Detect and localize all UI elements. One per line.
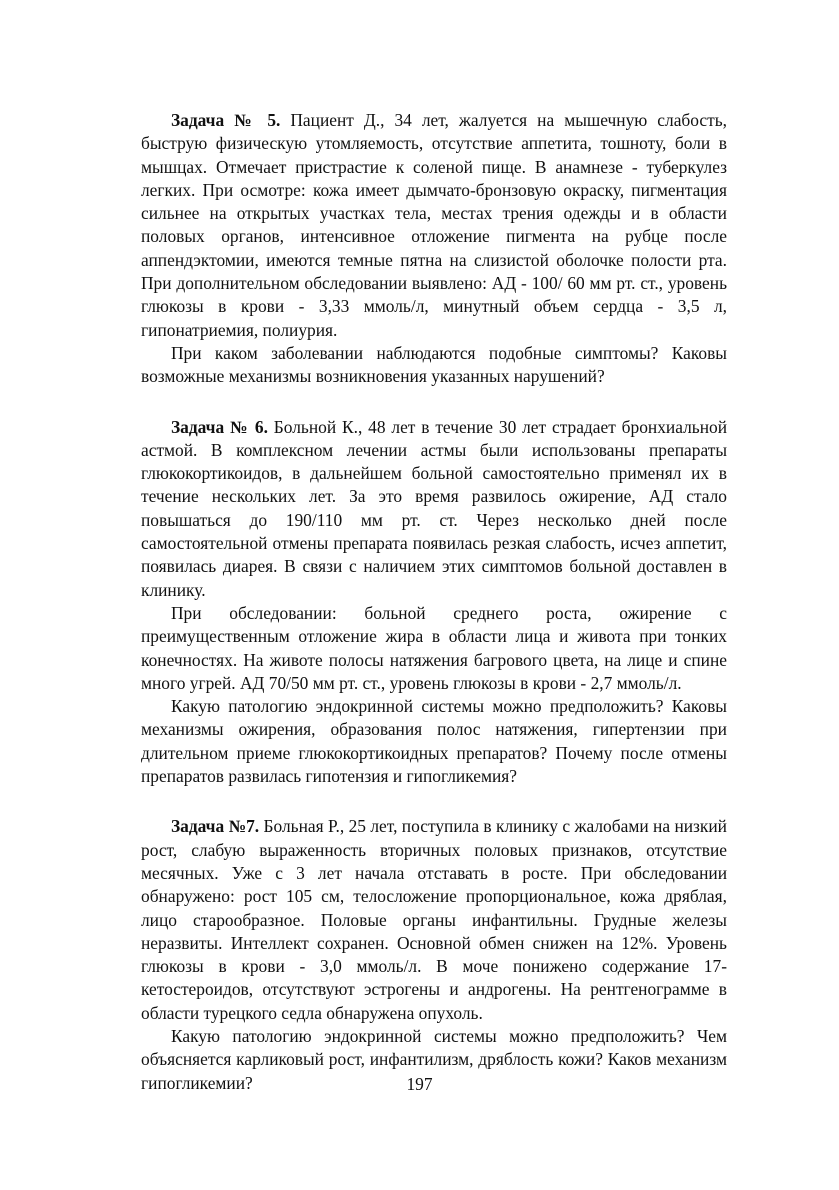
document-page — [141, 109, 727, 1095]
task-6-label: Задача № 6. — [171, 416, 268, 437]
page-number: 197 — [406, 1074, 433, 1094]
task-5-paragraph-1 — [141, 109, 727, 342]
task-7-label: Задача №7. — [171, 816, 260, 837]
task-5 — [141, 109, 727, 389]
task-6-text: Больной К., 48 лет в течение 30 лет страдает бронхиальной астмой. В комплексном лечении астмы были использованы препараты глюкокортикоидов, в дальнейшем больной самостоятельно применял их в течение нескольких лет. За это время развилось ожирение, АД стало повышаться до 190/110 мм рт. ст. Через несколько дней после самостоятельной отмены препарата появилась резкая слабость, исчез аппетит, появилась диарея. В связи с наличием этих симптомов больной доставлен в клинику. — [141, 416, 727, 600]
task-5-text: Пациент Д., 34 лет, жалуется на мышечную слабость, быструю физическую утомляемость, отсутствие аппетита, тошноту, боли в мышцах. Отмечает пристрастие к соленой пище. В анамнезе - туберкулез легких. При осмотре: кожа имеет дымчато-бронзовую окраску, пигментация сильнее на открытых участках тела, местах трения одежды и в области половых органов, интенсивное отложение пигмента на рубце после аппендэктомии, имеются темные пятна на слизистой оболочке полости рта. При дополнительном обследовании выявлено: АД - 100/ 60 мм рт. ст., уровень глюкозы в крови - 3,33 ммоль/л, минутный объем сердца - 3,5 л, гипонатриемия, полиурия. — [141, 110, 727, 340]
task-6 — [141, 416, 727, 789]
task-6-question: Какую патологию эндокринной системы можно предположить? Каковы механизмы ожирения, образования полос натяжения, гипертензии при длительном приеме глюкокортикоидных препаратов? Почему после отмены препаратов развилась гипотензия и гипогликемия? — [141, 696, 727, 787]
task-7 — [141, 815, 727, 1095]
task-7-text: Больная Р., 25 лет, поступила в клинику с жалобами на низкий рост, слабую выраженность вторичных половых признаков, отсутствие месячных. Уже с 3 лет начала отставать в росте. При обследовании обнаружено: рост 105 см, телосложение пропорциональное, кожа дряблая, лицо старообразное. Половые органы инфантильны. Грудные железы неразвиты. Интеллект сохранен. Основной обмен снижен на 12%. Уровень глюкозы в крови - 3,0 ммоль/л. В моче понижено содержание 17-кетостероидов, отсутствуют эстрогены и андрогены. На рентгенограмме в области турецкого седла обнаружена опухоль. — [141, 816, 727, 1023]
task-5-label: Задача № 5. — [171, 110, 281, 130]
task-7-paragraph-1 — [141, 815, 727, 1025]
task-6-paragraph-1 — [141, 416, 727, 602]
task-7-question: Какую патологию эндокринной системы можно предположить? Чем объясняется карликовый рост, инфантилизм, дряблость кожи? Каков механизм гипогликемии? — [141, 1025, 727, 1093]
task-5-question: При каком заболевании наблюдаются подобные симптомы? Каковы возможные механизмы возникновения указанных нарушений? — [141, 342, 727, 387]
task-6-examination: При обследовании: больной среднего роста, ожирение с преимущественным отложение жира в области лица и живота при тонких конечностях. На животе полосы натяжения багрового цвета, на лице и спине много угрей. АД 70/50 мм рт. ст., уровень глюкозы в крови - 2,7 ммоль/л. — [141, 602, 727, 693]
